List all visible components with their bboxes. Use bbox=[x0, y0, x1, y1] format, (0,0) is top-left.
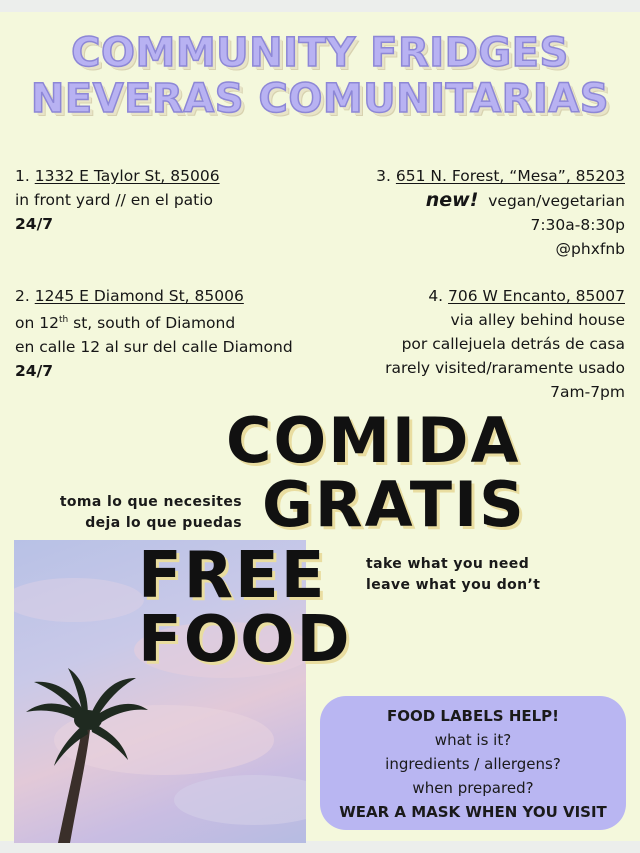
new-badge: new! bbox=[425, 189, 479, 211]
location-2-number: 2. bbox=[15, 287, 30, 305]
location-3-diet bbox=[376, 188, 625, 213]
location-3-diet-note: vegan/vegetarian bbox=[488, 192, 625, 210]
location-4-heading bbox=[385, 284, 625, 308]
location-2-address: 1245 E Diamond St, 85006 bbox=[34, 287, 244, 305]
location-4-address: 706 W Encanto, 85007 bbox=[448, 287, 625, 305]
headline-food: FOOD bbox=[138, 603, 352, 677]
location-4 bbox=[385, 284, 625, 404]
labels-question-what: what is it? bbox=[434, 731, 512, 749]
location-3-heading bbox=[376, 164, 625, 188]
location-3-hours: 7:30a-8:30p bbox=[530, 216, 625, 234]
tagline-es-leave: deja lo que puedas bbox=[85, 515, 242, 531]
tagline-es-take: toma lo que necesites bbox=[59, 494, 242, 510]
location-2-dir-post: st, south of Diamond bbox=[68, 314, 236, 333]
location-1-note: in front yard // en el patio bbox=[15, 191, 214, 209]
location-2-heading bbox=[15, 284, 293, 308]
headline-free: FREE bbox=[138, 539, 327, 613]
title-line-spanish: NEVERAS COMUNITARIAS bbox=[30, 76, 610, 122]
location-4-hours: 7am-7pm bbox=[550, 383, 625, 401]
headline-comida: COMIDA bbox=[226, 404, 521, 477]
mask-warning: WEAR A MASK WHEN YOU VISIT bbox=[339, 803, 607, 821]
location-1-heading bbox=[15, 164, 220, 188]
location-2-hours: 24/7 bbox=[15, 362, 54, 381]
tagline-en-leave: leave what you don’t bbox=[366, 577, 541, 593]
location-3-handle: @phxfnb bbox=[555, 240, 625, 258]
location-1-hours: 24/7 bbox=[15, 215, 54, 233]
labels-question-prepared: when prepared? bbox=[412, 779, 534, 797]
location-1-number: 1. bbox=[15, 167, 30, 185]
location-4-directions-en: via alley behind house bbox=[450, 311, 625, 329]
labels-heading: FOOD LABELS HELP! bbox=[386, 707, 560, 725]
location-2-directions-en bbox=[15, 308, 293, 335]
flyer bbox=[0, 12, 640, 841]
location-3-address: 651 N. Forest, “Mesa”, 85203 bbox=[395, 167, 625, 185]
location-1 bbox=[15, 164, 220, 236]
location-3 bbox=[376, 164, 625, 261]
tagline-spanish bbox=[60, 492, 242, 534]
tagline-en-take: take what you need bbox=[366, 556, 530, 572]
headline-gratis: GRATIS bbox=[262, 468, 526, 541]
location-2 bbox=[15, 284, 293, 383]
labels-question-ingredients: ingredients / allergens? bbox=[385, 755, 561, 773]
location-3-number: 3. bbox=[376, 167, 391, 185]
location-2-dir-sup: th bbox=[58, 315, 69, 325]
tagline-english bbox=[366, 554, 540, 596]
location-2-directions-es: en calle 12 al sur del calle Diamond bbox=[15, 338, 293, 357]
location-1-address: 1332 E Taylor St, 85006 bbox=[34, 167, 220, 185]
location-2-dir-pre: on 12 bbox=[15, 314, 59, 333]
title-line-english: COMMUNITY FRIDGES bbox=[71, 30, 569, 76]
location-4-number: 4. bbox=[428, 287, 444, 305]
location-4-directions-es: por callejuela detrás de casa bbox=[401, 335, 625, 353]
food-labels-box bbox=[320, 696, 626, 830]
location-4-visit-note: rarely visited/raramente usado bbox=[385, 359, 625, 377]
